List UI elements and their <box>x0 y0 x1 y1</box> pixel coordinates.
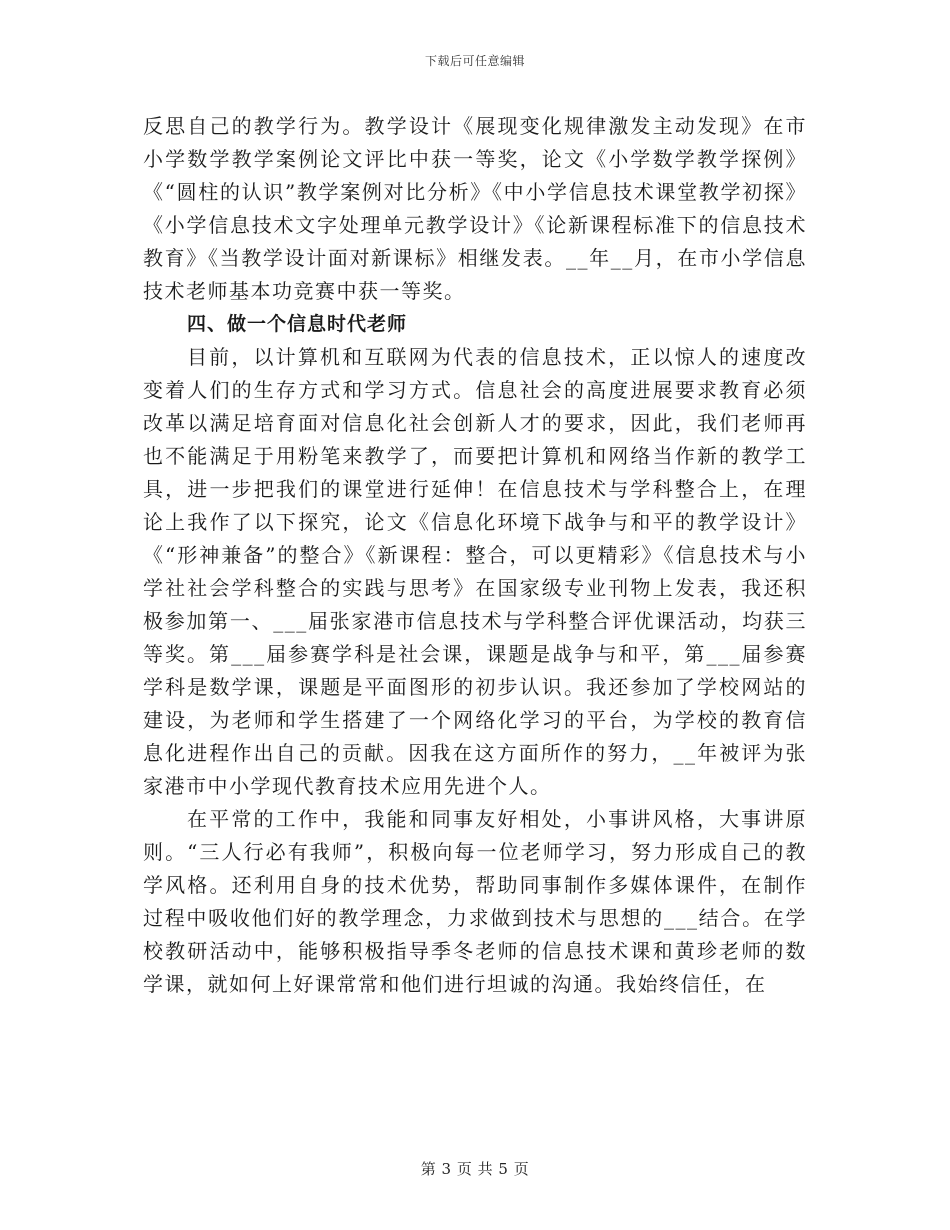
page-header: 下载后可任意编辑 <box>424 54 525 68</box>
document-body <box>143 110 807 1001</box>
page-footer: 第 3 页 共 5 页 <box>420 1160 530 1178</box>
paragraph-daily-work: 在平常的工作中，我能和同事友好相处，小事讲风格，大事讲原则。“三人行必有我师”，积极向每一位老师学习，努力形成自己的教学风格。还利用自身的技术优势，帮助同事制作多媒体课件，在制作过程中吸收他们好的教学理念，力求做到技术与思想的___结合。在学校教研活动中，能够积极指导季冬老师的信息技术课和黄珍老师的数学课，就如何上好课常常和他们进行坦诚的沟通。我始终信任，在 <box>143 807 807 996</box>
paragraph-information-age: 目前，以计算机和互联网为代表的信息技术，正以惊人的速度改变着人们的生存方式和学习方式。信息社会的高度进展要求教育必须改革以满足培育面对信息化社会创新人才的要求，因此，我们老师再也不能满足于用粉笔来教学了，而要把计算机和网络当作新的教学工具，进一步把我们的课堂进行延伸！在信息技术与学科整合上，在理论上我作了以下探究，论文《信息化环境下战争与和平的教学设计》《“形神兼备”的整合》《新课程：整合，可以更精彩》《信息技术与小学社社会学科整合的实践与思考》在国家级专业刊物上发表，我还积极参加第一、___届张家港市信息技术与学科整合评优课活动，均获三等奖。第___届参赛学科是社会课，课题是战争与和平，第___届参赛学科是数学课，课题是平面图形的初步认识。我还参加了学校网站的建设，为老师和学生搭建了一个网络化学习的平台，为学校的教育信息化进程作出自己的贡献。因我在这方面所作的努力，__年被评为张家港市中小学现代教育技术应用先进个人。 <box>143 345 807 798</box>
paragraph-reflection: 反思自己的教学行为。教学设计《展现变化规律激发主动发现》在市小学数学教学案例论文评比中获一等奖，论文《小学数学教学探例》《“圆柱的认识”教学案例对比分析》《中小学信息技术课堂教学初探》《小学信息技术文字处理单元教学设计》《论新课程标准下的信息技术教育》《当教学设计面对新课标》相继发表。__年__月，在市小学信息技术老师基本功竞赛中获一等奖。 <box>143 114 807 303</box>
section-heading: 四、做一个信息时代老师 <box>187 313 408 335</box>
